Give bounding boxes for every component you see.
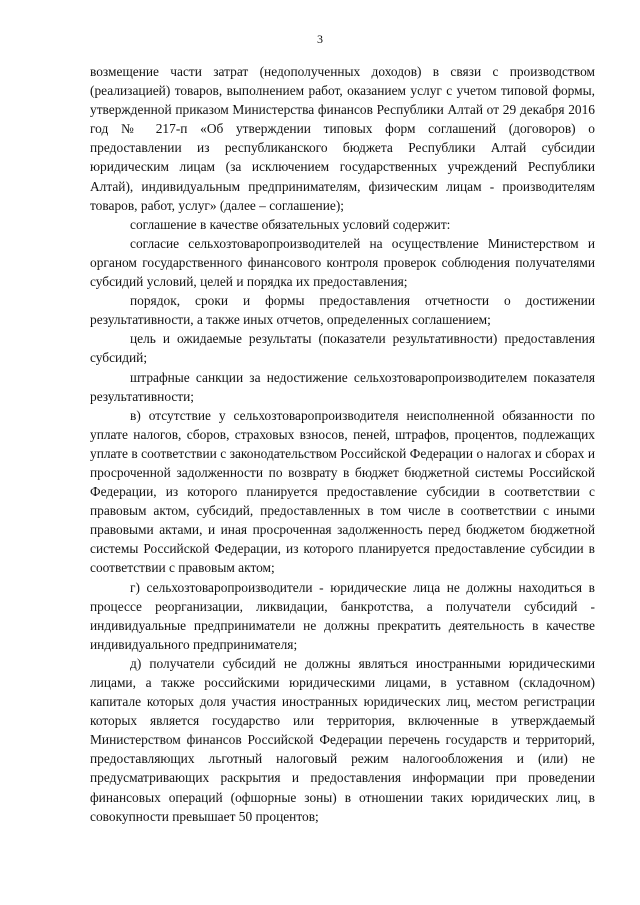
paragraph-reporting-procedure: порядок, сроки и формы предоставления отчетности о достижении результативности, а также иных отчетов, определенных соглашением;	[90, 293, 595, 328]
document-body	[90, 62, 595, 826]
paragraph-item-g-no-reorganization: г) сельхозтоваропроизводители - юридические лица не должны находиться в процессе реорганизации, ликвидации, банкротства, а получатели субсидий - индивидуальные предприниматели не должны прекратить деятельность в качестве индивидуального предпринимателя;	[90, 579, 595, 652]
paragraph-item-d-not-foreign: д) получатели субсидий не должны являться иностранными юридическими лицами, а также российскими юридическими лицами, в уставном (складочном) капитале которых доля участия иностранных юридических лиц, местом регистрации которых является государство или территория, включенные в утверждаемый Министерством финансов Российской Федерации перечень государств и территорий, предоставляющих льготный налоговый режим налогообложения и (или) не предусматривающих раскрытия и предоставления информации при проведении финансовых операций (офшорные зоны) в отношении таких юридических лиц, в совокупности превышает 50 процентов;	[90, 655, 595, 824]
page-number: 3	[317, 32, 323, 46]
paragraph-agreement-basis: возмещение части затрат (недополученных доходов) в связи с производством (реализацией) товаров, выполнением работ, оказанием услуг с учетом типовой формы, утвержденной приказом Министерства финансов Республики Алтай от 29 декабря 2016 год № 217-п «Об утверждении типовых форм соглашений (договоров) о предоставлении из республиканского бюджета Республики Алтай субсидии юридическим лицам (за исключением государственных учреждений Республики Алтай), индивидуальным предпринимателям, физическим лицам - производителям товаров, работ, услуг» (далее – соглашение);	[90, 64, 595, 213]
paragraph-agreement-conditions: соглашение в качестве обязательных условий содержит:	[130, 216, 451, 232]
paragraph-penalties: штрафные санкции за недостижение сельхозтоваропроизводителем показателя результативности;	[90, 369, 595, 404]
paragraph-item-v-no-tax-debt: в) отсутствие у сельхозтоваропроизводителя неисполненной обязанности по уплате налогов, сборов, страховых взносов, пеней, штрафов, процентов, подлежащих уплате в соответствии с законодательством Российской Федерации о налогах и сборах и просроченной задолженности по возврату в бюджет бюджетной системы Российской Федерации, из которого планируется предоставление субсидии в соответствии с правовым актом, субсидий, предоставленных в том числе в соответствии с иными правовыми актами, и иная просроченная задолженность перед бюджетом бюджетной системы Российской Федерации, из которого планируется предоставление субсидии в соответствии с правовым актом;	[90, 407, 595, 576]
paragraph-consent-to-inspections: согласие сельхозтоваропроизводителей на осуществление Министерством и органом государственного финансового контроля проверок соблюдения получателями субсидий условий, целей и порядка их предоставления;	[90, 235, 595, 290]
paragraph-goal-and-results: цель и ожидаемые результаты (показатели результативности) предоставления субсидий;	[90, 331, 595, 366]
